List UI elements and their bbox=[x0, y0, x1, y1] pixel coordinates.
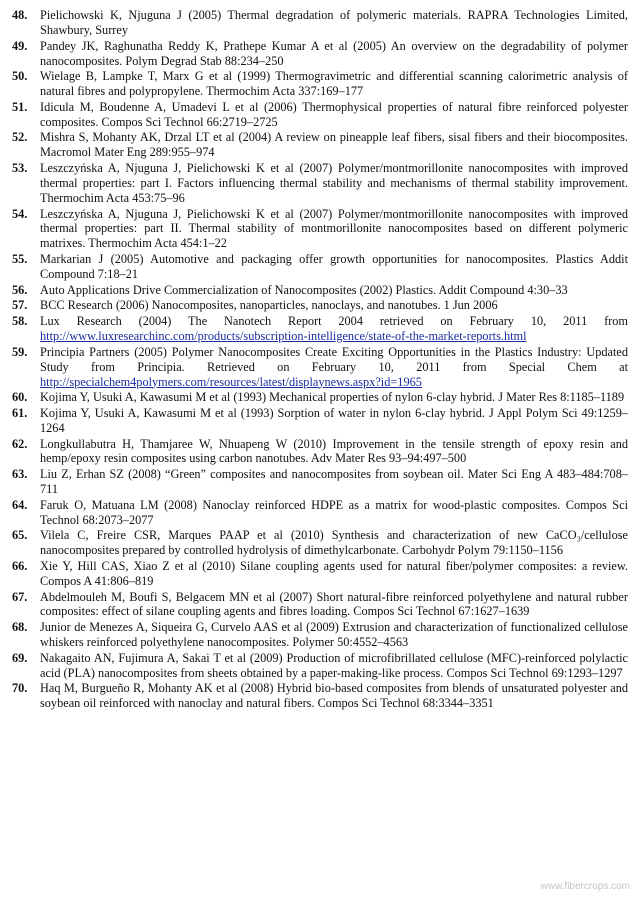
reference-text: Abdelmouleh M, Boufi S, Belgacem MN et al (2007) Short natural-fibre reinforced polyethylene and natural rubber composites: effect of silane coupling agents and fibres loading. Compos Sci Technol 67:1627–1639 bbox=[40, 589, 628, 619]
reference-number: 63. bbox=[12, 467, 28, 482]
reference-text: Haq M, Burgueño R, Mohanty AK et al (2008) Hybrid bio-based composites from blends of unsaturated polyester and soybean oil reinforced with nanoclay and natural fibers. Compos Sci Technol 68:3344–3351 bbox=[40, 681, 628, 711]
reference-number: 49. bbox=[12, 38, 28, 53]
reference-item bbox=[12, 590, 628, 620]
reference-item bbox=[12, 314, 628, 344]
reference-number: 68. bbox=[12, 620, 28, 635]
reference-text: Principia Partners (2005) Polymer Nanocomposites Create Exciting Opportunities in the Plastics Industry: Updated Study from Principia. Retrieved on February 10, 2011 from Special Chem at bbox=[40, 344, 628, 374]
reference-item bbox=[12, 161, 628, 206]
reference-text: Nakagaito AN, Fujimura A, Sakai T et al (2009) Production of microfibrillated cellulose (MFC)-reinforced polylactic acid (PLA) nanocomposites from sheets obtained by a paper-making-like process. Compos Sci Technol 69:1293–1297 bbox=[40, 650, 628, 680]
reference-number: 53. bbox=[12, 161, 28, 176]
reference-text: Xie Y, Hill CAS, Xiao Z et al (2010) Silane coupling agents used for natural fiber/polymer composites: a review. Compos A 41:806–819 bbox=[40, 558, 628, 588]
reference-number: 62. bbox=[12, 436, 28, 451]
reference-number: 54. bbox=[12, 206, 28, 221]
reference-link[interactable]: http://specialchem4polymers.com/resources/latest/displaynews.aspx?id=1965 bbox=[40, 374, 422, 389]
reference-item bbox=[12, 69, 628, 99]
reference-item bbox=[12, 651, 628, 681]
reference-item bbox=[12, 437, 628, 467]
reference-item bbox=[12, 252, 628, 282]
reference-number: 58. bbox=[12, 314, 28, 329]
reference-text: Leszczyńska A, Njuguna J, Pielichowski K et al (2007) Polymer/montmorillonite nanocomposites with improved thermal properties: part II. Thermal stability of montmorillonite nanocomposites based on different polymeric matrixes. Thermochim Acta 454:1–22 bbox=[40, 206, 628, 251]
reference-number: 64. bbox=[12, 497, 28, 512]
reference-number: 52. bbox=[12, 130, 28, 145]
watermark: www.fibercrops.com bbox=[540, 881, 630, 892]
reference-number: 55. bbox=[12, 252, 28, 267]
reference-text: Faruk O, Matuana LM (2008) Nanoclay reinforced HDPE as a matrix for wood-plastic composites. Compos Sci Technol 68:2073–2077 bbox=[40, 497, 628, 527]
reference-text: Kojima Y, Usuki A, Kawasumi M et al (1993) Sorption of water in nylon 6-clay hybrid. J Appl Polym Sci 49:1259–1264 bbox=[40, 405, 628, 435]
reference-item bbox=[12, 8, 628, 38]
reference-text: Pielichowski K, Njuguna J (2005) Thermal degradation of polymeric materials. RAPRA Technologies Limited, Shawbury, Surrey bbox=[40, 8, 628, 37]
reference-number: 50. bbox=[12, 69, 28, 84]
reference-item bbox=[12, 283, 628, 298]
reference-number: 61. bbox=[12, 405, 28, 420]
reference-item bbox=[12, 559, 628, 589]
reference-item bbox=[12, 620, 628, 650]
reference-text: Idicula M, Boudenne A, Umadevi L et al (2006) Thermophysical properties of natural fibre reinforced polyester composites. Compos Sci Technol 66:2719–2725 bbox=[40, 99, 628, 129]
reference-item bbox=[12, 345, 628, 390]
reference-number: 59. bbox=[12, 344, 28, 359]
reference-number: 51. bbox=[12, 99, 28, 114]
reference-text: Wielage B, Lampke T, Marx G et al (1999) Thermogravimetric and differential scanning calorimetric analysis of natural fibres and polypropylene. Thermochim Acta 337:169–177 bbox=[40, 69, 628, 99]
reference-text: Auto Applications Drive Commercialization of Nanocomposites (2002) Plastics. Addit Compound 4:30–33 bbox=[40, 282, 568, 297]
reference-number: 65. bbox=[12, 528, 28, 543]
reference-text: Vilela C, Freire CSR, Marques PAAP et al (2010) Synthesis and characterization of new CaCO₃/cellulose nanocomposites prepared by controlled hydrolysis of dimethylcarbonate. Carbohydr Polym 79:1150–1156 bbox=[40, 528, 628, 558]
reference-number: 60. bbox=[12, 390, 28, 405]
reference-item bbox=[12, 390, 628, 405]
reference-text: Longkullabutra H, Thamjaree W, Nhuapeng W (2010) Improvement in the tensile strength of epoxy resin and hemp/epoxy resin composites using carbon nanotubes. Adv Mater Res 93–94:497–500 bbox=[40, 436, 628, 466]
reference-item bbox=[12, 39, 628, 69]
reference-text: BCC Research (2006) Nanocomposites, nanoparticles, nanoclays, and nanotubes. 1 Jun 2006 bbox=[40, 298, 498, 313]
reference-number: 67. bbox=[12, 589, 28, 604]
reference-item bbox=[12, 406, 628, 436]
reference-number: 56. bbox=[12, 282, 28, 297]
reference-text: Kojima Y, Usuki A, Kawasumi M et al (1993) Mechanical properties of nylon 6-clay hybrid. J Mater Res 8:1185–1189 bbox=[40, 390, 625, 405]
reference-text: Leszczyńska A, Njuguna J, Pielichowski K et al (2007) Polymer/montmorillonite nanocomposites with improved thermal properties: part I. Factors influencing thermal stability and mechanisms of thermal stability improvement. Thermochim Acta 453:75–96 bbox=[40, 161, 628, 205]
reference-item bbox=[12, 100, 628, 130]
reference-number: 69. bbox=[12, 650, 28, 665]
reference-text: Markarian J (2005) Automotive and packaging offer growth opportunities for nanocomposites. Plastics Addit Compound 7:18–21 bbox=[40, 252, 628, 281]
reference-item bbox=[12, 681, 628, 711]
reference-item bbox=[12, 467, 628, 497]
reference-number: 57. bbox=[12, 298, 28, 313]
reference-number: 70. bbox=[12, 681, 28, 696]
reference-text: Pandey JK, Raghunatha Reddy K, Prathepe Kumar A et al (2005) An overview on the degradability of polymer nanocomposites. Polym Degrad Stab 88:234–250 bbox=[40, 38, 628, 68]
reference-item bbox=[12, 130, 628, 160]
reference-item bbox=[12, 298, 628, 313]
reference-number: 48. bbox=[12, 8, 28, 22]
reference-item bbox=[12, 498, 628, 528]
reference-number: 66. bbox=[12, 558, 28, 573]
reference-text: Junior de Menezes A, Siqueira G, Curvelo AAS et al (2009) Extrusion and characterization of functionalized cellulose whiskers reinforced polyethylene nanocomposites. Polymer 50:4552–4563 bbox=[40, 620, 628, 650]
reference-text: Mishra S, Mohanty AK, Drzal LT et al (2004) A review on pineapple leaf fibers, sisal fibers and their biocomposites. Macromol Mater Eng 289:955–974 bbox=[40, 130, 628, 160]
reference-text: Lux Research (2004) The Nanotech Report 2004 retrieved on February 10, 2011 from bbox=[40, 314, 628, 329]
reference-item bbox=[12, 207, 628, 252]
reference-text: Liu Z, Erhan SZ (2008) “Green” composites and nanocomposites from soybean oil. Mater Sci Eng A 483–484:708–711 bbox=[40, 467, 628, 497]
reference-list bbox=[12, 8, 628, 711]
reference-link[interactable]: http://www.luxresearchinc.com/products/subscription-intelligence/state-of-the-market-reports.html bbox=[40, 329, 527, 343]
reference-item bbox=[12, 528, 628, 558]
